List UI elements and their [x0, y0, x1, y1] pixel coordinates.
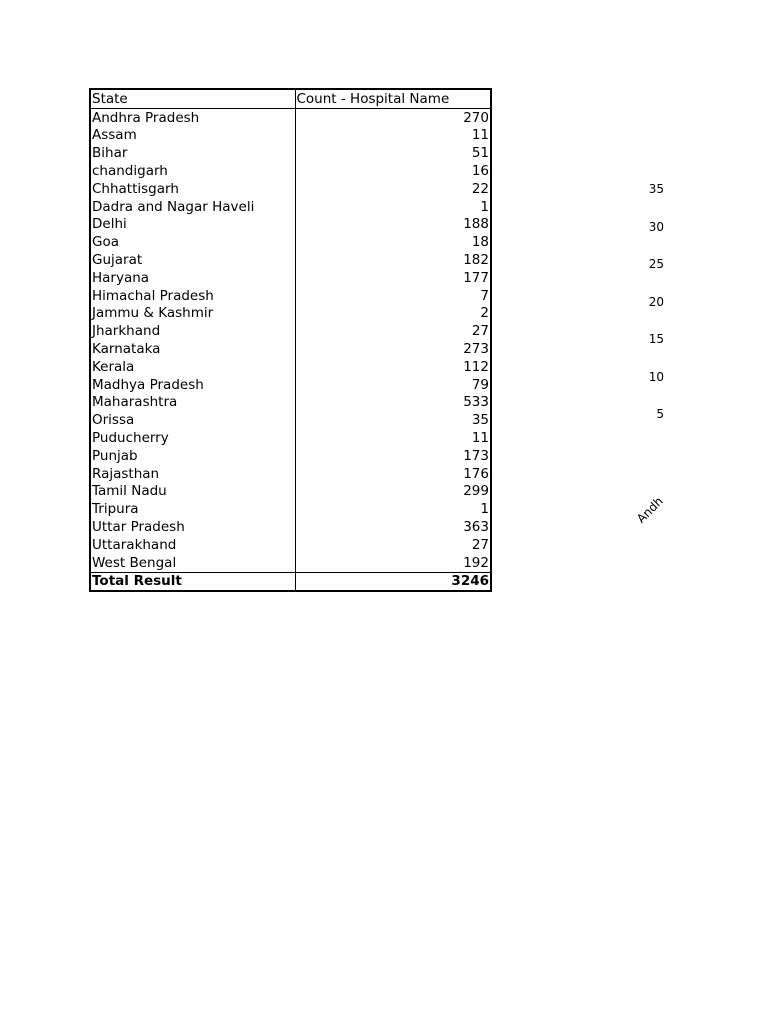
table-row	[90, 340, 491, 358]
table-row	[90, 251, 491, 269]
count-cell: 192	[295, 554, 491, 572]
count-cell: 1	[295, 198, 491, 216]
state-cell: Assam	[92, 127, 137, 144]
state-cell: Karnataka	[92, 341, 161, 358]
state-cell: Delhi	[92, 216, 127, 233]
state-cell: Himachal Pradesh	[92, 287, 214, 304]
count-cell: 182	[295, 251, 491, 269]
table-row	[90, 305, 491, 323]
table-row	[90, 216, 491, 234]
table-row	[90, 108, 491, 126]
count-cell: 51	[295, 144, 491, 162]
state-cell: Bihar	[92, 145, 128, 162]
state-cell: Chhattisgarh	[92, 180, 179, 197]
table-row	[90, 394, 491, 412]
state-cell: Tripura	[92, 501, 139, 518]
y-tick-label: 35	[648, 182, 664, 196]
count-cell: 2	[295, 305, 491, 323]
x-tick-label: Andh	[634, 494, 666, 526]
table-row	[90, 447, 491, 465]
count-cell: 273	[295, 340, 491, 358]
state-cell: Haryana	[92, 269, 150, 286]
count-cell: 16	[295, 162, 491, 180]
table-row	[90, 429, 491, 447]
count-cell: 7	[295, 287, 491, 305]
state-cell: Gujarat	[92, 252, 143, 269]
table-row	[90, 483, 491, 501]
table-row	[90, 127, 491, 145]
table-row	[90, 162, 491, 180]
table-row	[90, 518, 491, 536]
table-row	[90, 465, 491, 483]
state-cell: Goa	[92, 234, 119, 251]
count-cell: 79	[295, 376, 491, 394]
state-cell: chandigarh	[92, 163, 168, 180]
table-row	[90, 180, 491, 198]
state-cell: Orissa	[92, 412, 135, 429]
count-cell: 533	[295, 394, 491, 412]
count-cell: 1	[295, 500, 491, 518]
table-row	[90, 376, 491, 394]
table-row	[90, 536, 491, 554]
count-cell: 188	[295, 216, 491, 234]
state-cell: Puducherry	[92, 430, 169, 447]
partial-chart	[600, 170, 666, 550]
count-cell: 177	[295, 269, 491, 287]
count-cell: 11	[295, 429, 491, 447]
y-tick-label: 20	[648, 294, 664, 309]
count-column-header: Count - Hospital Name	[295, 89, 491, 108]
y-tick-label: 25	[648, 257, 664, 271]
count-cell: 270	[295, 108, 491, 126]
state-cell: Punjab	[92, 447, 138, 464]
count-cell: 27	[295, 322, 491, 340]
table-row	[90, 233, 491, 251]
state-cell: Kerala	[92, 358, 135, 375]
count-cell: 176	[295, 465, 491, 483]
state-cell: Jammu & Kashmir	[92, 305, 214, 322]
table-row	[90, 358, 491, 376]
count-cell: 299	[295, 483, 491, 501]
state-cell: Andhra Pradesh	[92, 109, 200, 126]
table-row	[90, 411, 491, 429]
state-cell: West Bengal	[92, 554, 177, 571]
total-row	[90, 572, 491, 591]
state-cell: Maharashtra	[92, 394, 178, 411]
y-tick-label: 10	[648, 369, 664, 384]
count-cell: 27	[295, 536, 491, 554]
total-label: Total Result	[90, 572, 295, 591]
count-cell: 173	[295, 447, 491, 465]
table-row	[90, 500, 491, 518]
table-header-row	[90, 89, 491, 108]
y-tick-label: 30	[648, 219, 664, 234]
state-cell: Jharkhand	[92, 323, 161, 340]
table-row	[90, 198, 491, 216]
table-body	[90, 108, 491, 572]
state-cell: Uttarakhand	[92, 536, 177, 553]
count-cell: 11	[295, 127, 491, 145]
state-cell: Uttar Pradesh	[92, 519, 185, 536]
count-cell: 22	[295, 180, 491, 198]
count-cell: 18	[295, 233, 491, 251]
table-row	[90, 269, 491, 287]
state-cell: Rajasthan	[92, 465, 160, 482]
hospital-count-table	[89, 88, 492, 592]
y-tick-label: 5	[656, 407, 664, 421]
total-count: 3246	[295, 572, 491, 591]
y-tick-label: 15	[648, 332, 664, 346]
state-cell: Dadra and Nagar Haveli	[92, 198, 255, 215]
count-cell: 363	[295, 518, 491, 536]
table-row	[90, 322, 491, 340]
count-cell: 112	[295, 358, 491, 376]
state-cell: Madhya Pradesh	[92, 376, 204, 393]
table-row	[90, 287, 491, 305]
table-row	[90, 144, 491, 162]
count-cell: 35	[295, 411, 491, 429]
state-column-header: State	[90, 89, 295, 108]
state-cell: Tamil Nadu	[92, 483, 167, 500]
table-row	[90, 554, 491, 572]
